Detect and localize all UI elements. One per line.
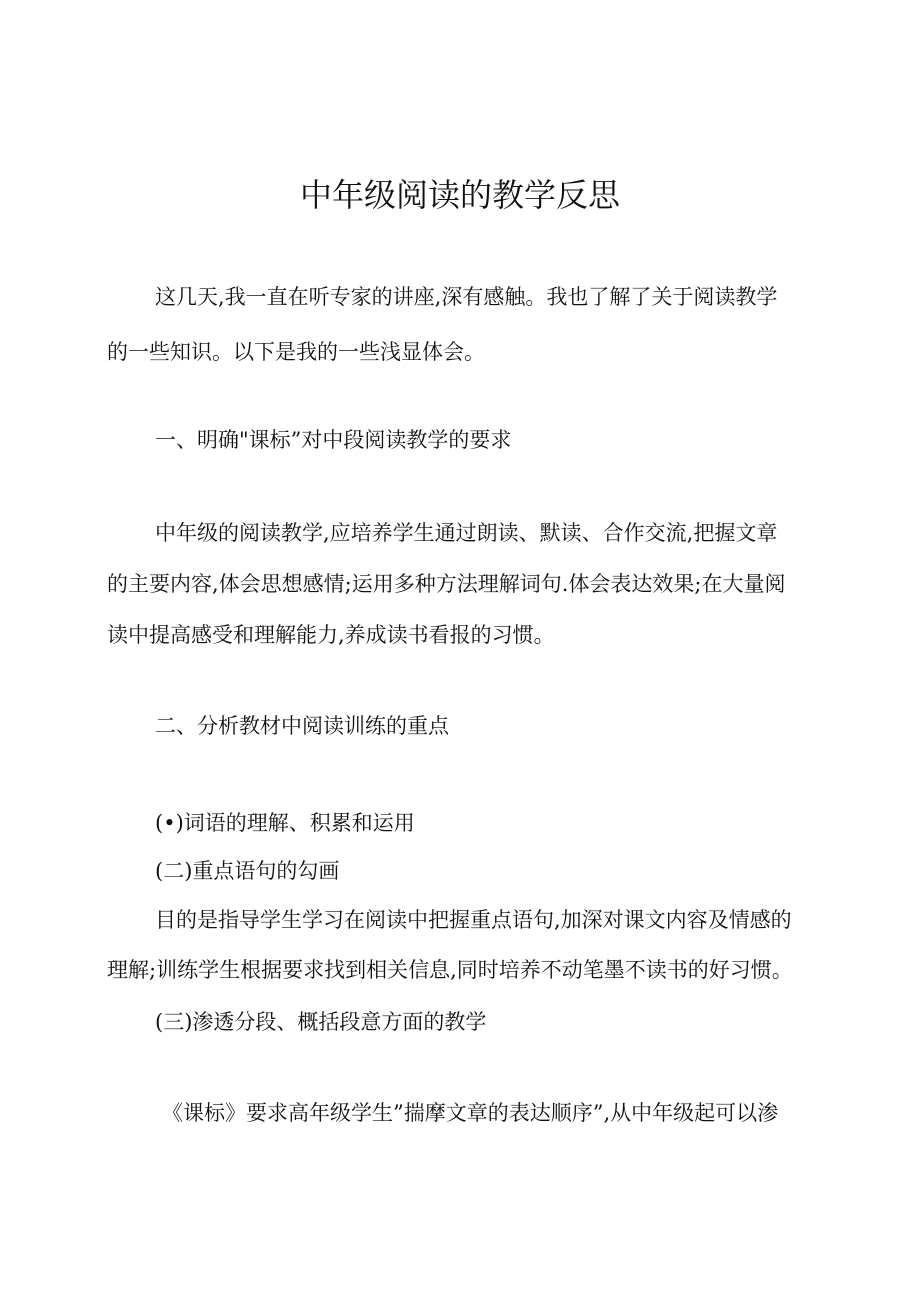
subsection-heading: (二)重点语句的勾画 — [155, 859, 340, 883]
paragraph-line: 理解;训练学生根据要求找到相关信息,同时培养不动笔墨不读书的好习惯。 — [107, 958, 793, 982]
paragraph-line: 的一些知识。以下是我的一些浅显体会。 — [107, 340, 485, 364]
section-heading: 二、分析教材中阅读训练的重点 — [155, 714, 449, 738]
paragraph-line: 目的是指导学生学习在阅读中把握重点语句,加深对课文内容及情感的 — [155, 908, 792, 932]
section-heading: 一、明确"课标”对中段阅读教学的要求 — [155, 428, 512, 452]
document-title: 中年级阅读的教学反思 — [299, 176, 620, 214]
paragraph-line: 读中提高感受和理解能力,养成读书看报的习惯。 — [107, 623, 555, 647]
subsection-heading: (三)渗透分段、概括段意方面的教学 — [155, 1010, 487, 1034]
paragraph-line: 的主要内容,体会思想感情;运用多种方法理解词句.体会表达效果;在大量阅 — [107, 572, 786, 596]
paragraph-line: 中年级的阅读教学,应培养学生通过朗读、默读、合作交流,把握文章 — [155, 521, 778, 545]
paragraph-line: 《课标》要求高年级学生”揣摩文章的表达顺序”,从中年级起可以渗 — [162, 1101, 779, 1125]
subsection-heading: (•)词语的理解、积累和运用 — [155, 811, 415, 835]
paragraph-line: 这几天,我一直在听专家的讲座,深有感触。我也了解了关于阅读教学 — [155, 285, 778, 309]
